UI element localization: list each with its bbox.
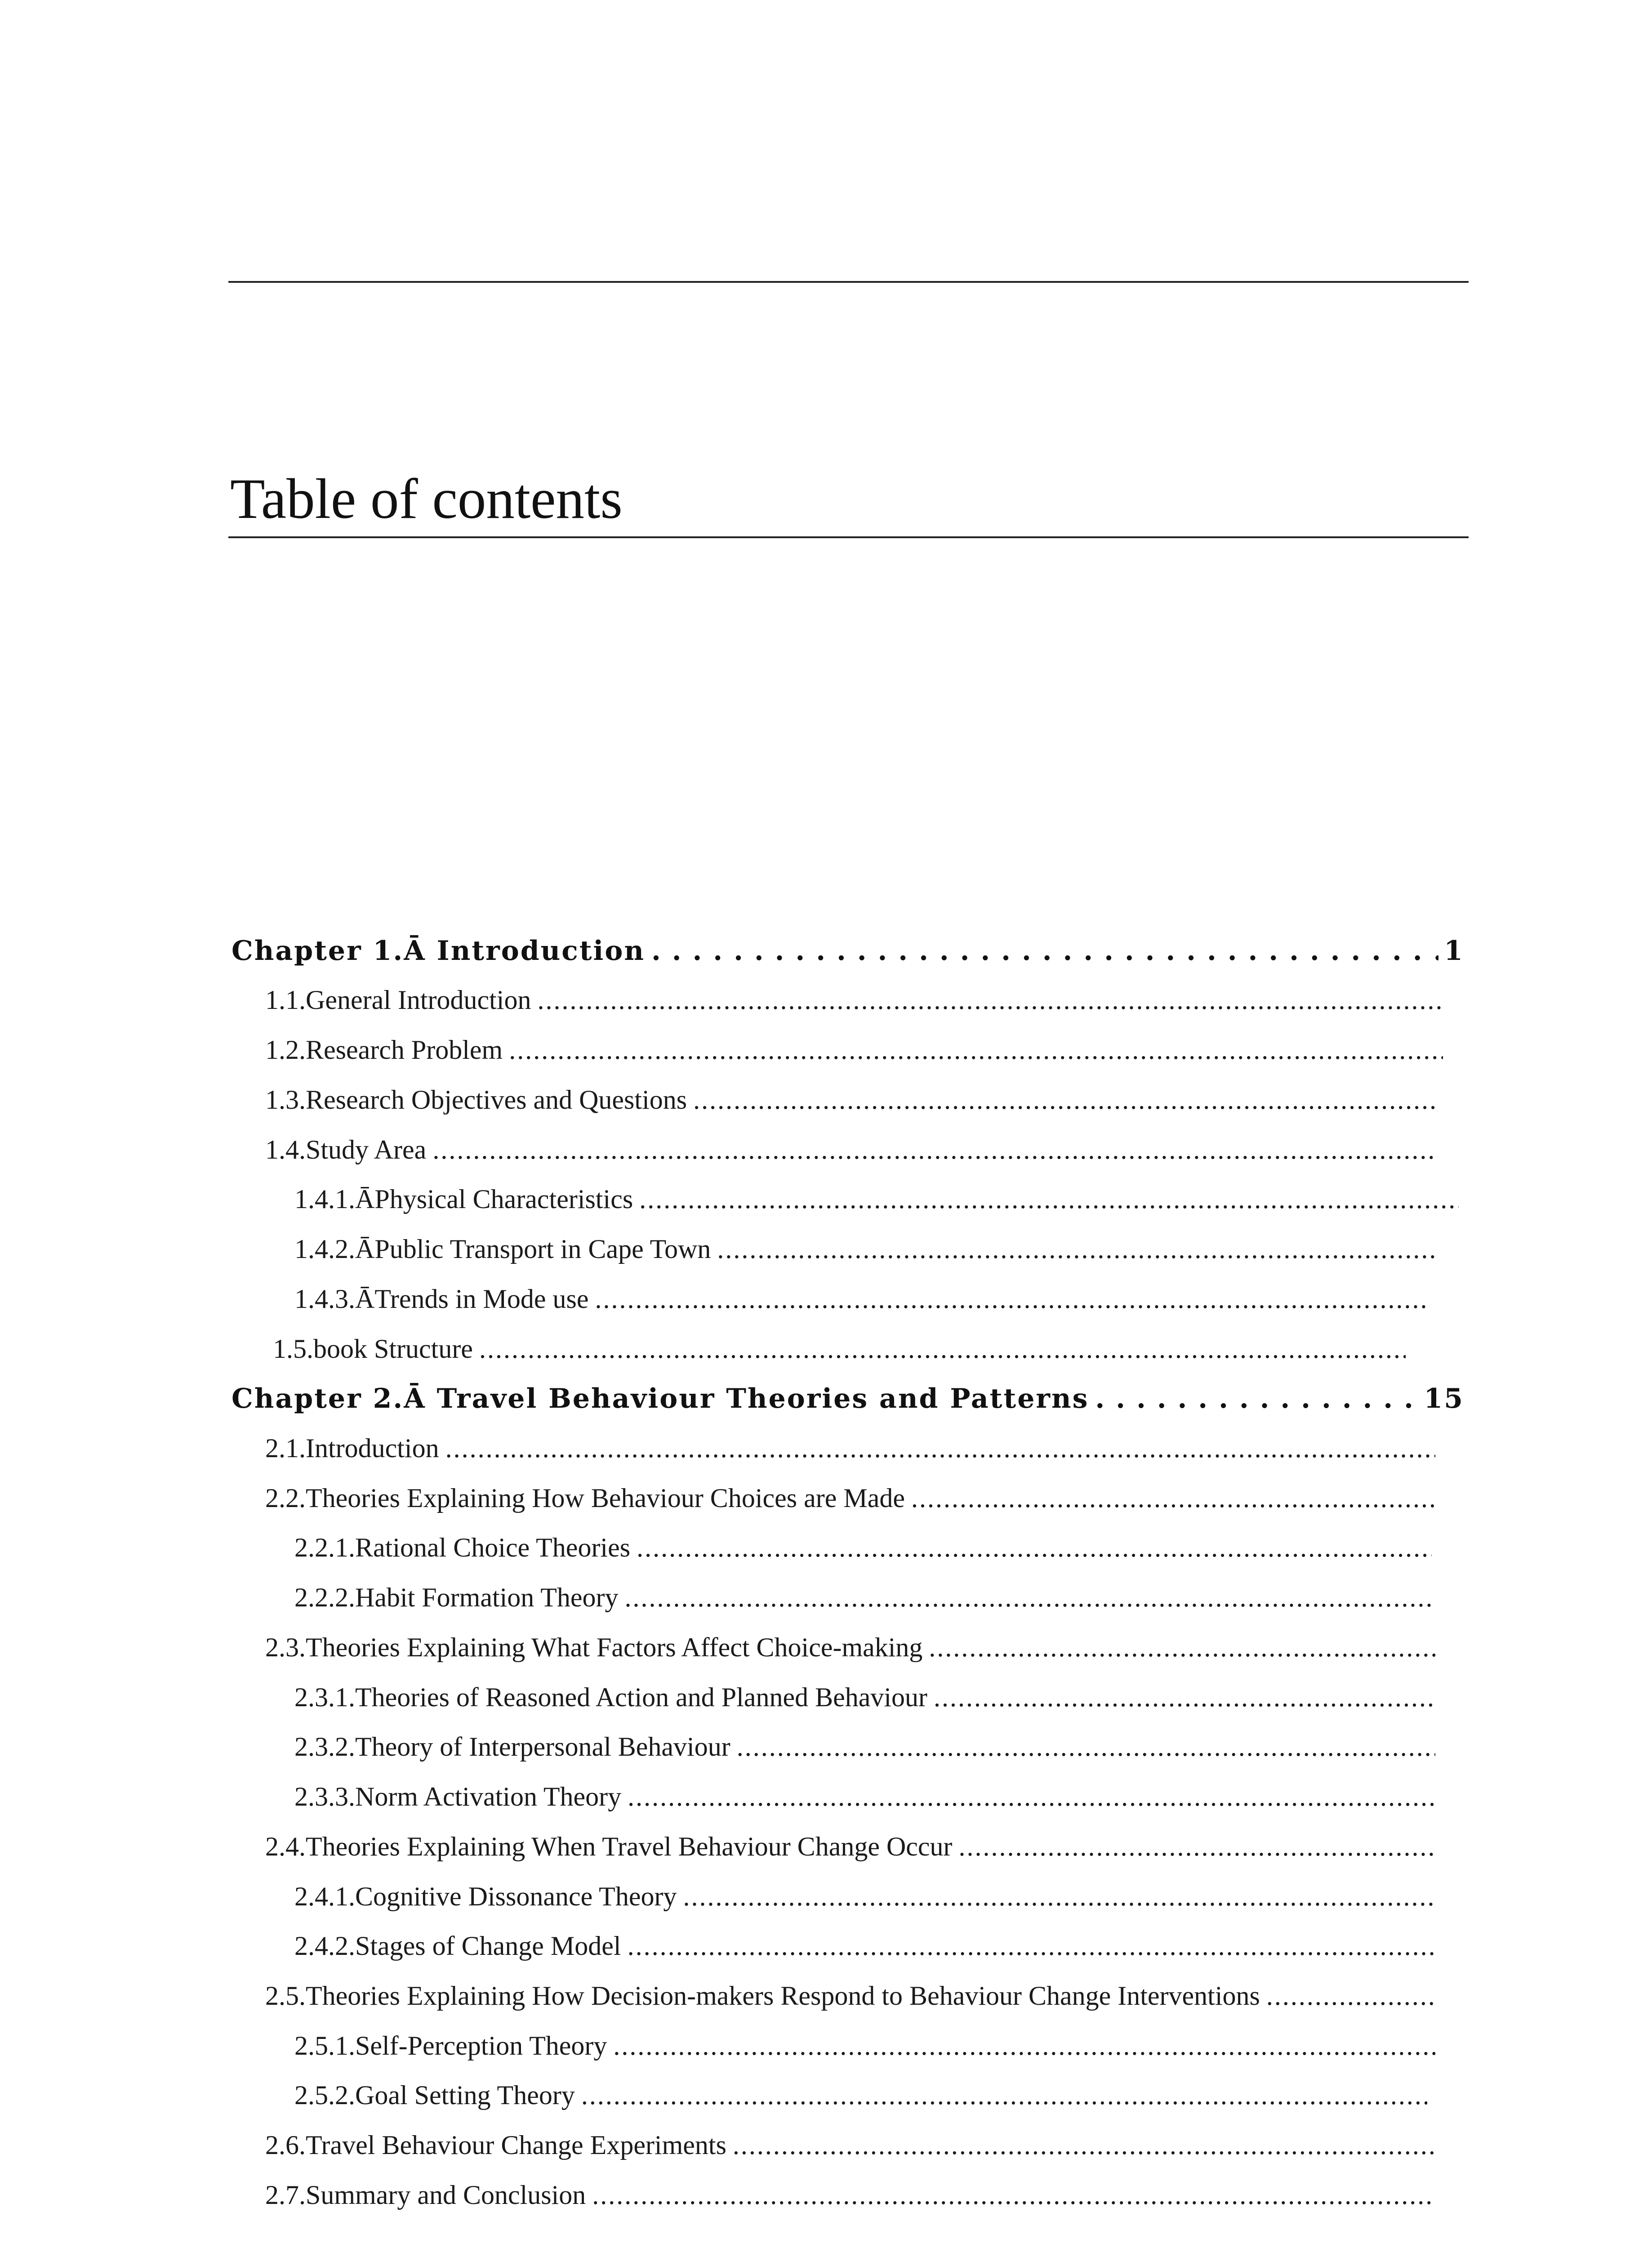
dot-leader — [509, 1035, 1443, 1066]
toc-entry-number: 2.3.3. — [294, 1782, 355, 1811]
toc-entry-text: Theories Explaining How Behaviour Choices are Made — [306, 1483, 905, 1513]
toc-entry-text: book Structure — [313, 1334, 473, 1364]
dot-leader — [639, 1184, 1459, 1215]
toc-entry-number: 1.4.2.Ā — [294, 1234, 375, 1264]
toc-entry[interactable] — [294, 1532, 1432, 1582]
toc-entry-text: Goal Setting Theory — [355, 2080, 575, 2110]
toc-entry-number: 2.6. — [265, 2130, 306, 2160]
toc-entry[interactable] — [294, 2080, 1427, 2129]
dot-leader — [737, 1731, 1435, 1762]
toc-entry-text: Trends in Mode use — [374, 1284, 589, 1314]
toc-entry[interactable] — [294, 1731, 1435, 1781]
toc-entry-text: Study Area — [306, 1135, 427, 1164]
toc-entry[interactable] — [265, 1084, 1435, 1134]
toc-entry-number: 1.4.3.Ā — [294, 1284, 375, 1314]
toc-entry-text: Research Problem — [306, 1035, 503, 1065]
toc-entry-text: Self-Perception Theory — [355, 2031, 607, 2061]
toc-entry-number: 2.5.1. — [294, 2031, 355, 2061]
dot-leader — [537, 985, 1443, 1016]
toc-entry[interactable] — [265, 1433, 1435, 1482]
dot-leader — [693, 1084, 1435, 1115]
toc-entry-text: Theories of Reasoned Action and Planned Behaviour — [355, 1682, 928, 1712]
dot-leader — [581, 2080, 1427, 2111]
toc-entry-number: 2.2. — [265, 1483, 306, 1513]
toc-entry[interactable] — [294, 1781, 1435, 1831]
toc-entry-number: 1.5. — [273, 1334, 313, 1364]
dot-leader — [683, 1881, 1435, 1912]
toc-entry-text: Rational Choice Theories — [355, 1533, 631, 1562]
toc-entry-text: Theories Explaining What Factors Affect Choice-making — [306, 1632, 923, 1662]
toc-entry-number: 2.3.2. — [294, 1732, 355, 1762]
toc-entry-number: 2.4. — [265, 1832, 306, 1861]
dot-leader — [628, 1781, 1435, 1812]
toc-entry-number: 1.4.1.Ā — [294, 1184, 375, 1214]
toc-entry-text: Research Objectives and Questions — [306, 1085, 687, 1115]
dot-leader — [733, 2130, 1435, 2161]
dot-leader — [432, 1134, 1435, 1165]
dot-leader — [595, 1284, 1427, 1315]
title-underline — [228, 536, 1469, 538]
dot-leader — [717, 1234, 1436, 1265]
toc-entry-number: 1.2. — [265, 1035, 306, 1065]
toc-entry-text: Summary and Conclusion — [306, 2180, 586, 2210]
toc-entry[interactable] — [265, 1831, 1435, 1881]
toc-entry-text: Theories Explaining When Travel Behaviour Change Occur — [306, 1832, 953, 1861]
dot-leader — [959, 1831, 1435, 1862]
dot-leader — [651, 935, 1438, 967]
dot-leader — [624, 1582, 1435, 1613]
toc-entry[interactable] — [294, 1284, 1427, 1333]
toc-entry-number: 2.1. — [265, 1433, 306, 1463]
toc-entry-number: 2.4.1. — [294, 1882, 355, 1911]
dot-leader — [934, 1682, 1435, 1713]
dot-leader — [929, 1632, 1435, 1663]
toc-entry-number: 2.5.2. — [294, 2080, 355, 2110]
toc-entry-text: Travel Behaviour Change Experiments — [306, 2130, 726, 2160]
header-rule — [228, 281, 1469, 283]
toc-entry[interactable] — [265, 1483, 1435, 1532]
dot-leader — [445, 1433, 1435, 1464]
toc-entry[interactable] — [294, 1582, 1435, 1632]
toc-entry-text: Habit Formation Theory — [355, 1583, 619, 1612]
toc-chapter-label: Chapter 1.Ā Introduction — [232, 935, 645, 967]
toc-page-number: 15 — [1424, 1383, 1464, 1414]
toc-entry[interactable] — [294, 2030, 1435, 2080]
toc-entry-text: Theories Explaining How Decision-makers Respond to Behaviour Change Interventions — [306, 1981, 1260, 2011]
toc-chapter-2[interactable] — [232, 1383, 1464, 1432]
toc-entry[interactable] — [265, 2130, 1435, 2179]
toc-entry[interactable] — [294, 1881, 1435, 1931]
dot-leader — [911, 1483, 1435, 1514]
dot-leader — [637, 1532, 1432, 1563]
toc-entry[interactable] — [294, 1184, 1459, 1233]
toc-chapter-1[interactable] — [232, 935, 1464, 985]
toc-entry-number: 2.3.1. — [294, 1682, 355, 1712]
toc-entry[interactable] — [265, 1980, 1435, 2030]
toc-entry[interactable] — [265, 2180, 1435, 2229]
toc-entry[interactable] — [273, 1334, 1406, 1383]
toc-entry-number: 2.3. — [265, 1632, 306, 1662]
toc-entry-number: 1.3. — [265, 1085, 306, 1115]
dot-leader — [479, 1334, 1406, 1365]
toc-entry-text: Public Transport in Cape Town — [374, 1234, 711, 1264]
page-title: Table of contents — [230, 468, 623, 531]
toc-entry[interactable] — [265, 985, 1443, 1034]
toc-entry-text: Stages of Change Model — [355, 1931, 621, 1961]
toc-entry-number: 2.2.1. — [294, 1533, 355, 1562]
toc-entry[interactable] — [265, 1035, 1443, 1084]
dot-leader — [628, 1931, 1435, 1962]
toc-entry-text: Introduction — [306, 1433, 439, 1463]
toc-entry-text: General Introduction — [306, 985, 531, 1015]
dot-leader — [1095, 1383, 1418, 1414]
toc-entry-number: 2.5. — [265, 1981, 306, 2011]
toc-entry-text: Theory of Interpersonal Behaviour — [355, 1732, 730, 1762]
toc-entry-number: 2.2.2. — [294, 1583, 355, 1612]
toc-entry-number: 2.4.2. — [294, 1931, 355, 1961]
toc-entry[interactable] — [294, 1234, 1436, 1283]
toc-entry[interactable] — [265, 1632, 1435, 1682]
dot-leader — [592, 2180, 1435, 2211]
toc-chapter-label: Chapter 2.Ā Travel Behaviour Theories and Patterns — [232, 1383, 1089, 1414]
dot-leader — [1266, 1980, 1435, 2012]
toc-entry-number: 2.7. — [265, 2180, 306, 2210]
toc-entry[interactable] — [265, 1134, 1435, 1184]
toc-entry-text: Norm Activation Theory — [355, 1782, 622, 1811]
toc-entry[interactable] — [294, 1931, 1435, 1980]
toc-entry[interactable] — [294, 1682, 1435, 1731]
toc-entry-text: Physical Characteristics — [374, 1184, 633, 1214]
toc-entry-text: Cognitive Dissonance Theory — [355, 1882, 677, 1911]
toc-page-number: 1 — [1444, 935, 1464, 967]
dot-leader — [613, 2030, 1435, 2061]
toc-entry-number: 1.1. — [265, 985, 306, 1015]
toc-entry-number: 1.4. — [265, 1135, 306, 1164]
